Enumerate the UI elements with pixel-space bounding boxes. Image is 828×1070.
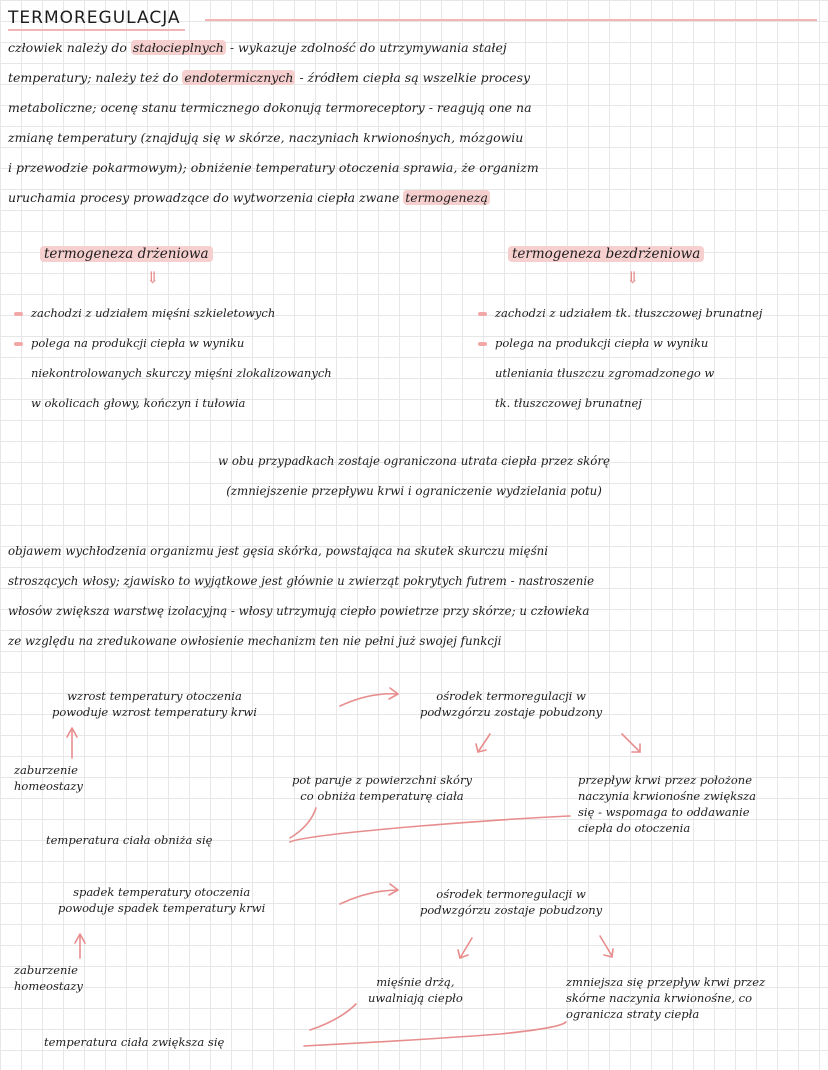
heading-termogeneza-bezdrzeniowa: termogeneza bezdrżeniowa <box>508 246 704 262</box>
list-item: polega na produkcji ciepła w wyniku <box>14 328 332 358</box>
arrow-cold-disturbance-to-cause-head <box>75 934 85 943</box>
arrow-cold-center-to-muscles-head <box>458 950 468 958</box>
list-item-continuation: utleniania tłuszczu zgromadzonego w <box>495 366 715 380</box>
highlight-stalocieplne: stałocieplnych <box>132 40 224 55</box>
arrow-cold-muscles-to-result <box>310 1004 356 1030</box>
arrow-heat-center-to-flow-head <box>632 744 640 752</box>
list-item-continuation: niekontrolowanych skurczy mięśni zlokalizowanych <box>31 366 332 380</box>
arrow-heat-cause-to-center-head <box>389 688 398 699</box>
list-item: zachodzi z udziałem tk. tłuszczowej brunatnej <box>478 298 762 328</box>
cold-blood-flow: zmniejsza się przepływ krwi przez skórne naczynia krwionośne, co ogranicza straty ciepła <box>566 975 766 1021</box>
heat-blood-flow: przepływ krwi przez położone naczynia krwionośne zwiększa się - wspomaga to oddawanie ciepła do otoczenia <box>578 773 757 835</box>
intro-line-4: zmianę temperatury (znajdują się w skórze, naczyniach krwionośnych, mózgowiu <box>8 130 524 145</box>
highlight-endotermiczne: endotermicznych <box>184 70 294 85</box>
goose-line-4: ze względu na zredukowane owłosienie mechanizm ten nie pełni już swojej funkcji <box>8 634 502 648</box>
intro-line-5: i przewodzie pokarmowym); obniżenie temperatury otoczenia sprawia, że organizm <box>8 160 539 175</box>
arrow-heat-center-to-flow <box>622 734 640 752</box>
heat-cause: wzrost temperatury otoczenia powoduje wzrost temperatury krwi <box>52 689 257 719</box>
heat-disturbance: zaburzenie homeostazy <box>14 763 83 793</box>
both-cases-note <box>0 446 828 506</box>
left-bullets <box>14 298 332 418</box>
cold-center: ośrodek termoregulacji w podwzgórzu zostaje pobudzony <box>420 887 603 917</box>
list-item: zachodzi z udziałem mięśni szkieletowych <box>14 298 332 328</box>
arrow-heat-disturbance-to-cause-head <box>67 728 77 737</box>
heat-center: ośrodek termoregulacji w podwzgórzu zostaje pobudzony <box>420 689 603 719</box>
goose-line-2: stroszących włosy; zjawisko to wyjątkowe jest głównie u zwierząt pokrytych futrem - nastroszenie <box>8 574 595 588</box>
heat-result: temperatura ciała obniża się <box>46 833 213 847</box>
bullet-dash-icon <box>14 342 23 346</box>
intro-line-6: uruchamia procesy prowadzące do wytworzenia ciepła zwane termogenezą <box>8 190 488 205</box>
arrow-heat-center-to-sweat-head <box>476 744 486 752</box>
heat-sweat: pot paruje z powierzchni skóry co obniża temperaturę ciała <box>292 773 472 803</box>
cold-disturbance: zaburzenie homeostazy <box>14 963 83 993</box>
intro-line-1: człowiek należy do stałocieplnych - wykazuje zdolność do utrzymywania stałej <box>8 40 507 55</box>
intro-paragraph <box>8 33 539 213</box>
highlight-termogeneza: termogenezą <box>405 190 488 205</box>
cold-result: temperatura ciała zwiększa się <box>44 1035 225 1049</box>
cold-muscles: mięśnie drżą, uwalniają ciepło <box>368 975 463 1005</box>
arrow-cold-center-to-flow <box>600 936 612 956</box>
arrow-down-icon: ⇓ <box>626 268 640 287</box>
arrow-cold-flow-to-result <box>304 1022 566 1046</box>
heading-termogeneza-drzeniowa: termogeneza drżeniowa <box>40 246 213 262</box>
arrow-cold-center-to-muscles <box>460 938 472 958</box>
goose-line-3: włosów zwiększa warstwę izolacyjną - włosy utrzymują ciepło powietrze przy skórze; u człowieka <box>8 604 590 618</box>
intro-line-2: temperatury; należy też do endotermicznych - źródłem ciepła są wszelkie procesy <box>8 70 531 85</box>
right-bullets <box>478 298 762 418</box>
cold-cause: spadek temperatury otoczenia powoduje spadek temperatury krwi <box>58 885 266 915</box>
list-item-continuation: w okolicach głowy, kończyn i tułowia <box>31 396 246 410</box>
arrow-heat-sweat-to-result <box>290 808 316 838</box>
arrow-cold-center-to-flow-head <box>604 949 613 957</box>
intro-line-3: metaboliczne; ocenę stanu termicznego dokonują termoreceptory - reagują one na <box>8 100 532 115</box>
page-title: TERMOREGULACJA <box>8 8 185 31</box>
both-line-1: w obu przypadkach zostaje ograniczona utrata ciepła przez skórę <box>217 454 611 468</box>
arrow-cold-cause-to-center-head <box>389 884 398 895</box>
list-item: polega na produkcji ciepła w wyniku <box>478 328 762 358</box>
bullet-dash-icon <box>14 312 23 316</box>
arrow-heat-flow-to-result <box>290 816 570 842</box>
bullet-dash-icon <box>478 312 487 316</box>
arrow-heat-center-to-sweat <box>478 734 490 752</box>
bullet-dash-icon <box>478 342 487 346</box>
list-item-continuation: tk. tłuszczowej brunatnej <box>495 396 642 410</box>
goose-bumps-paragraph <box>8 536 594 656</box>
arrow-cold-cause-to-center <box>340 890 398 904</box>
arrow-down-icon: ⇓ <box>146 268 160 287</box>
title-underline <box>205 19 817 21</box>
both-line-2: (zmniejszenie przepływu krwi i ograniczenie wydzielania potu) <box>226 484 602 498</box>
arrow-heat-cause-to-center <box>340 694 398 706</box>
goose-line-1: objawem wychłodzenia organizmu jest gęsia skórka, powstająca na skutek skurczu mięśni <box>8 544 548 558</box>
